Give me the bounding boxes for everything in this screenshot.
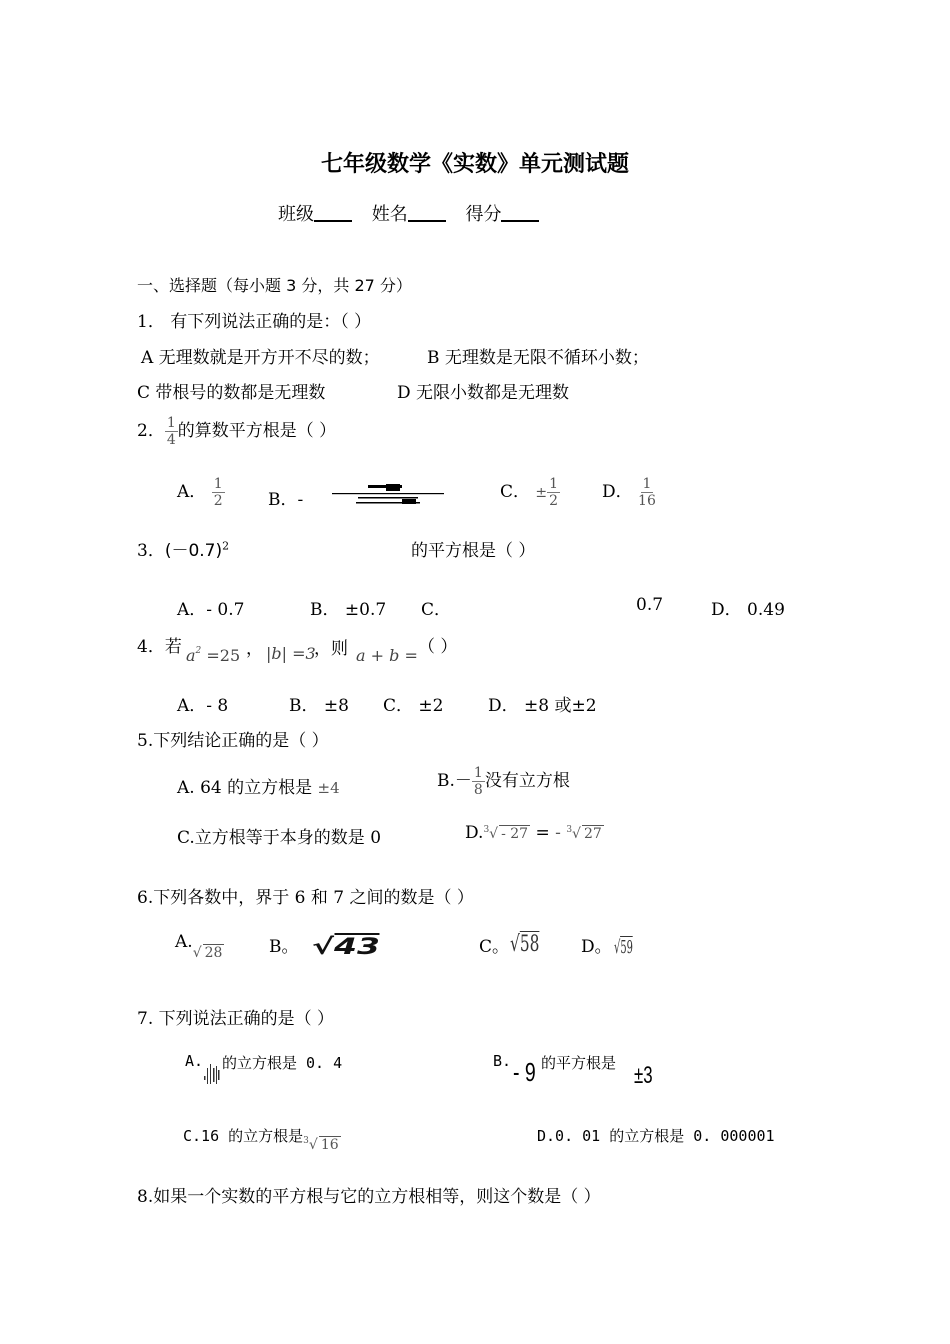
q2-option-c <box>500 476 560 509</box>
q2-d-fraction <box>638 476 656 509</box>
q2-stem: 的算数平方根是（ ） <box>177 421 337 442</box>
score-label: 得分 <box>465 204 502 225</box>
q7-option-b-value: - 9 <box>513 1057 536 1087</box>
q3-option-c-label: C． <box>421 600 452 620</box>
q2-fraction <box>165 415 178 448</box>
q2-a-label: A． <box>177 482 207 503</box>
score-blank <box>501 202 539 222</box>
q2-stem-row <box>137 415 336 448</box>
q1-option-b: B 无理数是无限不循环小数； <box>427 348 649 368</box>
q2-d-label: D． <box>602 482 633 503</box>
q3-exponent: 2 <box>222 539 230 553</box>
q4-eq3: a + b = <box>356 646 418 665</box>
q4-eq1 <box>186 646 240 665</box>
q1-stem: 1． 有下列说法正确的是：（ ） <box>137 312 372 332</box>
q4-paren: （ ） <box>418 637 458 657</box>
q7-c-index: 3 <box>303 1136 309 1146</box>
q4-eq1-base: a <box>186 646 196 665</box>
q2-option-d <box>602 476 656 509</box>
q2-frac-num: 1 <box>166 415 176 431</box>
q6-d-radicand: 59 <box>620 937 633 958</box>
q6-option-c-root: √58 <box>510 932 540 957</box>
q5-d-minus: - <box>555 823 561 843</box>
q2-a-fraction <box>212 476 225 509</box>
q5-d-right-index: 3 <box>566 825 573 835</box>
q4-option-d: D． ±8 或±2 <box>488 696 597 716</box>
q5-d-left-root: $^3$√ - 27 <box>483 825 529 842</box>
q4-eq1-exp: 2 <box>195 646 202 656</box>
q5-b-prefix: B.－ <box>437 771 472 792</box>
q5-stem: 5.下列结论正确的是（ ） <box>137 731 329 751</box>
q7-option-a-label: A. <box>185 1052 204 1070</box>
q4-eq1-rest: =25 <box>201 646 241 665</box>
q3-option-a: A．- 0.7 <box>177 600 245 620</box>
q8-stem: 8.如果一个实数的平方根与它的立方根相等，则这个数是（ ） <box>137 1187 601 1207</box>
q2-frac-den: 4 <box>166 432 176 449</box>
class-label: 班级 <box>278 204 314 225</box>
q7-option-b-text: 的平方根是 <box>541 1054 617 1072</box>
q6-stem: 6.下列各数中，界于 6 和 7 之间的数是（ ） <box>137 888 474 908</box>
q4-option-a: A．- 8 <box>177 696 229 716</box>
q4-comma: ， <box>246 639 263 659</box>
q5-d-left-radicand: - 27 <box>501 826 529 842</box>
q5-d-left-index: 3 <box>483 825 490 835</box>
q4-number: 4．若 <box>137 637 182 657</box>
class-blank <box>314 202 352 222</box>
q7-c-text: C.16 的立方根是 <box>183 1127 304 1145</box>
q6-option-d-root: √59 <box>614 937 633 958</box>
q7-option-c <box>183 1125 341 1153</box>
q5-a-text: A. 64 的立方根是 <box>177 778 313 798</box>
q2-c-sign: ± <box>535 485 548 502</box>
q6-a-label: A. <box>175 932 193 952</box>
q7-option-b-label: B. <box>493 1052 512 1070</box>
q3-option-d: D． 0.49 <box>711 600 785 620</box>
q7-option-d: D.0. 01 的立方根是 0. 000001 <box>537 1127 775 1145</box>
q5-d-equals: = <box>530 823 556 843</box>
q6-option-c-label: C。 <box>479 937 510 957</box>
q2-a-num: 1 <box>213 476 223 492</box>
q3-number: 3． <box>137 541 165 561</box>
q5-d-right-radicand: 27 <box>583 826 602 842</box>
q1-option-d: D 无限小数都是无理数 <box>397 383 570 403</box>
q5-option-b <box>437 765 570 798</box>
q7-c-radicand: 16 <box>320 1137 339 1153</box>
q3-option-c-value: 0.7 <box>636 595 664 615</box>
q6-c-radicand: 58 <box>519 932 540 957</box>
q5-option-a <box>177 773 340 798</box>
q1-option-a: A 无理数就是开方开不尽的数； <box>141 348 380 368</box>
q5-b-fraction <box>472 765 485 798</box>
q7-stem: 7. 下列说法正确的是（ ） <box>137 1009 335 1029</box>
q5-b-suffix: 没有立方根 <box>484 771 570 792</box>
q3-stem: 的平方根是（ ） <box>411 541 536 561</box>
q6-option-b-label: B。 <box>269 937 299 957</box>
q2-option-b-label: B．- <box>268 490 304 510</box>
q5-b-den: 8 <box>473 782 483 799</box>
q7-option-a-garbled-image <box>203 1058 221 1088</box>
q2-c-den: 2 <box>549 493 559 510</box>
q4-option-c: C． ±2 <box>383 696 444 716</box>
q6-b-radicand: 43 <box>334 935 380 960</box>
q3-expr-row <box>137 536 229 561</box>
q6-option-d-label: D。 <box>581 937 612 957</box>
q3-option-b: B． ±0.7 <box>310 600 387 620</box>
q4-eq2: |b| =3 <box>266 644 316 663</box>
q5-option-c: C.立方根等于本身的数是 0 <box>177 828 382 848</box>
q1-option-c: C 带根号的数都是无理数 <box>137 383 326 403</box>
q6-option-a <box>175 932 224 961</box>
q2-option-b-garbled-image <box>328 480 448 510</box>
name-blank <box>408 202 446 222</box>
q4-then: ，则 <box>314 639 348 659</box>
q2-c-num: 1 <box>549 476 559 492</box>
section-heading: 一、选择题（每小题 3 分，共 27 分） <box>137 276 412 295</box>
student-info <box>278 200 553 226</box>
q2-number: 2． <box>137 421 165 442</box>
q5-d-label: D. <box>465 823 484 843</box>
q2-d-den: 16 <box>638 493 656 510</box>
q6-a-radicand: 28 <box>204 945 223 961</box>
q7-c-root: $^3$√ 16 <box>303 1136 339 1153</box>
q4-option-b: B． ±8 <box>289 696 349 716</box>
q2-c-fraction <box>547 476 560 509</box>
page-title: 七年级数学《实数》单元测试题 <box>320 152 629 177</box>
q2-d-num: 1 <box>642 476 652 492</box>
q7-option-a-text: 的立方根是 0. 4 <box>222 1054 343 1072</box>
q3-expression: (－0.7) <box>164 541 223 561</box>
q2-a-den: 2 <box>213 493 223 510</box>
q6-option-b-root: √43 <box>312 935 380 960</box>
q6-a-root: √ 28 <box>192 945 223 961</box>
q2-c-label: C． <box>500 482 531 503</box>
q5-option-d <box>465 823 604 843</box>
q7-option-b-answer: ±3 <box>634 1062 653 1089</box>
q5-d-right-root: $^3$√ 27 <box>566 825 602 842</box>
q5-b-num: 1 <box>473 765 483 781</box>
name-label: 姓名 <box>371 204 408 225</box>
q5-a-value: ±4 <box>317 779 340 797</box>
q2-option-a <box>177 476 225 509</box>
